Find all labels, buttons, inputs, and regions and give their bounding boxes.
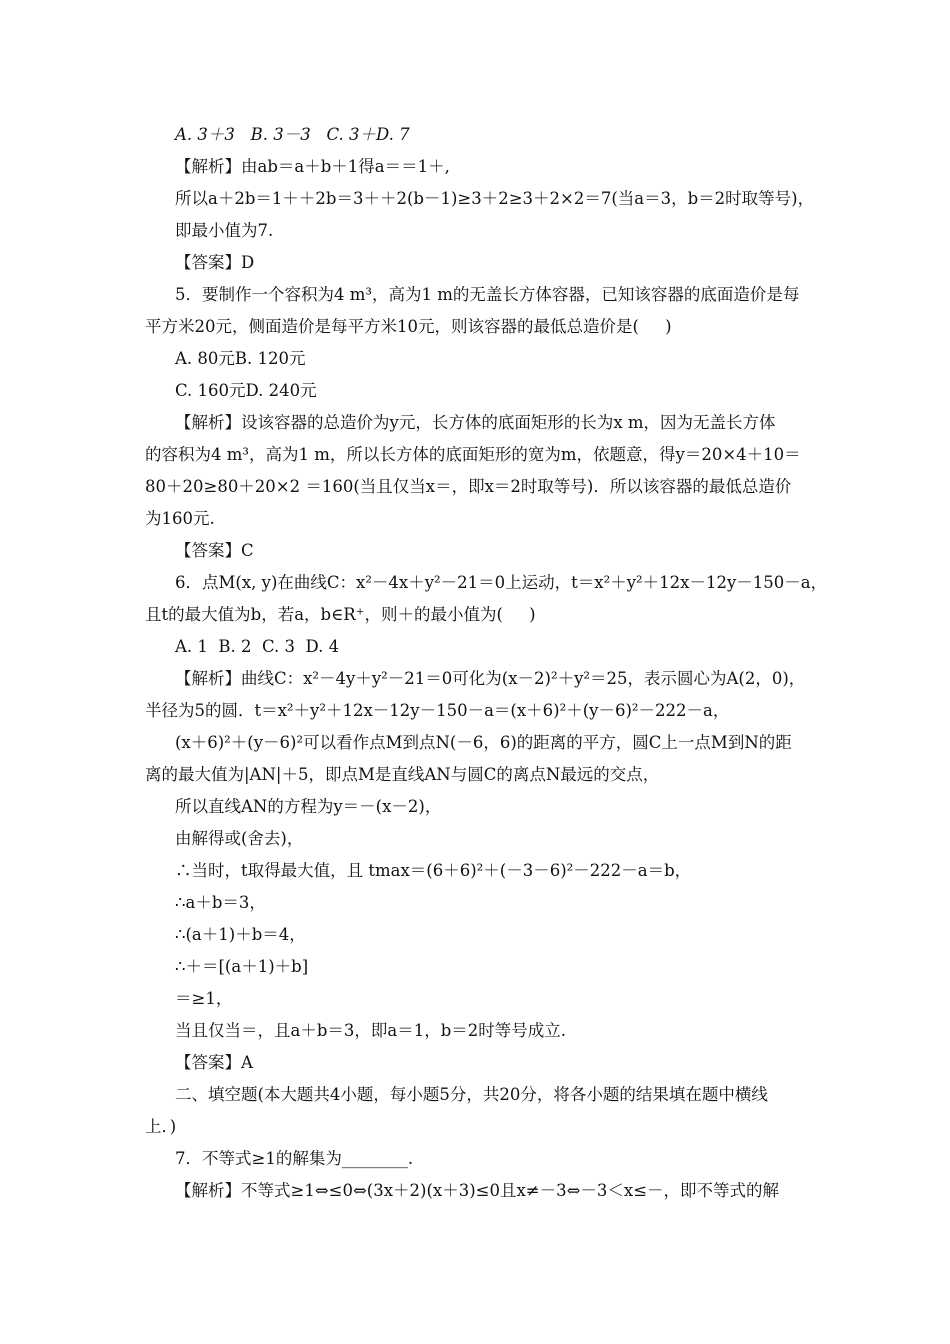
text-line: 【解析】由ab＝a＋b＋1得a＝＝1＋, <box>175 157 450 176</box>
text-line: (x＋6)²＋(y－6)²可以看作点M到点N(－6，6)的距离的平方，圆C上一点M到N的距 <box>175 733 792 752</box>
text-line: 二、填空题(本大题共4小题，每小题5分，共20分，将各小题的结果填在题中横线 <box>175 1085 768 1104</box>
text-line: 5．要制作一个容积为4 m³，高为1 m的无盖长方体容器，已知该容器的底面造价是每 <box>175 285 800 304</box>
text-line: 平方米20元，侧面造价是每平方米10元，则该容器的最低总造价是( ) <box>145 317 672 336</box>
text-line: 【答案】C <box>175 541 254 560</box>
text-line: 6．点M(x, y)在曲线C：x²－4x＋y²－21＝0上运动，t＝x²＋y²＋12x－12y－150－a， <box>175 573 828 592</box>
text-line: 80＋20≥80＋20×2 ＝160(当且仅当x＝，即x＝2时取等号)．所以该容器的最低总造价 <box>145 477 792 496</box>
text-line: ∴a＋b＝3， <box>175 893 266 912</box>
text-line: 当且仅当＝，且a＋b＝3，即a＝1，b＝2时等号成立. <box>175 1021 567 1040</box>
text-line: 【答案】D <box>175 253 255 272</box>
text-line: 即最小值为7. <box>175 221 274 240</box>
text-line: ＝≥1， <box>175 989 233 1008</box>
text-line: 7．不等式≥1的解集为________. <box>175 1149 414 1168</box>
text-line: 【解析】不等式≥1⇔≤0⇔(3x＋2)(x＋3)≤0且x≠－3⇔－3＜x≤－，即不等式的解 <box>175 1181 780 1200</box>
text-line: 所以a＋2b＝1＋＋2b＝3＋＋2(b－1)≥3＋2≥3＋2×2＝7(当a＝3，b＝2时取等号)， <box>175 189 815 208</box>
text-line: ∴(a＋1)＋b＝4， <box>175 925 306 944</box>
text-line: 且t的最大值为b，若a，b∈R⁺，则＋的最小值为( ) <box>145 605 536 624</box>
text-line: A. 1 B. 2 C. 3 D. 4 <box>175 637 340 656</box>
text-line: 【解析】设该容器的总造价为y元，长方体的底面矩形的长为x m，因为无盖长方体 <box>175 413 776 432</box>
text-line: 为160元. <box>145 509 215 528</box>
text-line: A. 3＋3 B. 3－3 C. 3＋D. 7 <box>175 125 410 144</box>
text-line: 半径为5的圆．t＝x²＋y²＋12x－12y－150－a＝(x＋6)²＋(y－6)²－222－a， <box>145 701 730 720</box>
text-line: 【答案】A <box>175 1053 253 1072</box>
text-line: ∴当时，t取得最大值，且 tmax＝(6＋6)²＋(－3－6)²－222－a＝b， <box>175 861 692 880</box>
text-line: 的容积为4 m³，高为1 m，所以长方体的底面矩形的宽为m，依题意，得y＝20×4＋10＝ <box>145 445 801 464</box>
text-line: 【解析】曲线C：x²－4y＋y²－21＝0可化为(x－2)²＋y²＝25，表示圆心为A(2，0)， <box>175 669 806 688</box>
text-line: C. 160元D. 240元 <box>175 381 317 400</box>
text-line: ∴＋＝[(a＋1)＋b] <box>175 957 309 976</box>
text-line: 由解得或(舍去)， <box>175 829 304 848</box>
text-line: 离的最大值为|AN|＋5，即点M是直线AN与圆C的离点N最远的交点， <box>145 765 660 784</box>
text-line: 所以直线AN的方程为y＝－(x－2)， <box>175 797 442 816</box>
text-line: 上．) <box>145 1117 177 1136</box>
text-line: A. 80元B. 120元 <box>175 349 306 368</box>
